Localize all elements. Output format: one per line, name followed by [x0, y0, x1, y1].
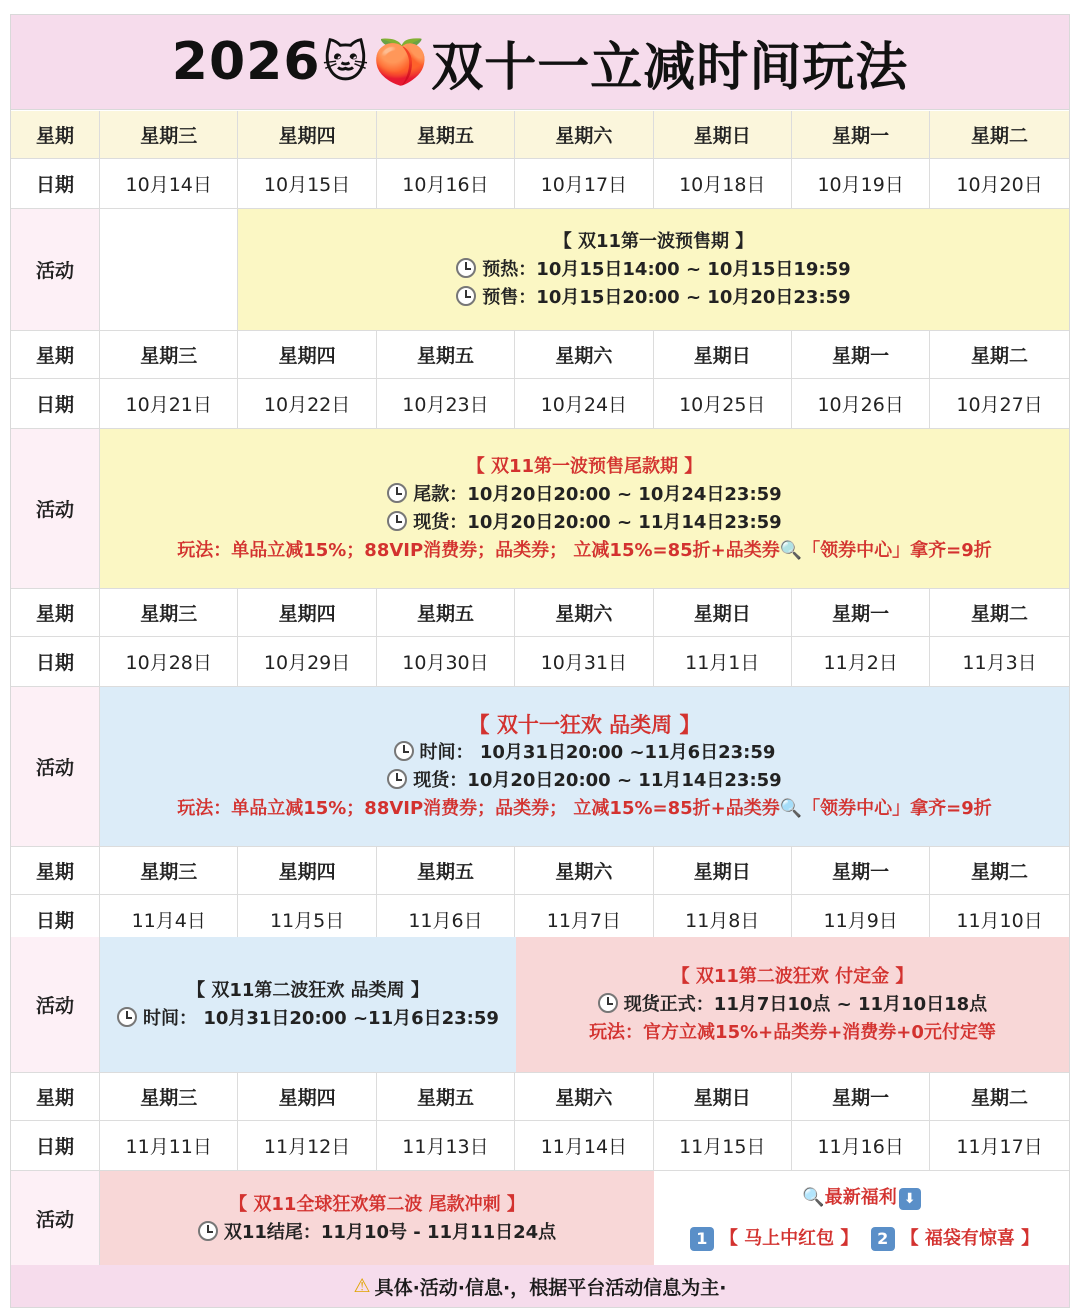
- magnifier-icon: 🔍: [802, 1186, 825, 1208]
- date-cell: 10月14日: [100, 159, 238, 208]
- date-row: [11, 1121, 1069, 1171]
- weekday-cell: 星期六: [515, 111, 653, 158]
- date-cell: 11月9日: [792, 895, 930, 944]
- row-label-week: 星期: [11, 1073, 100, 1120]
- row-label-week: 星期: [11, 111, 100, 158]
- weekday-cell: 星期二: [971, 125, 1029, 147]
- weekday-cell: 星期日: [654, 847, 792, 894]
- weekday-cell: 星期四: [238, 111, 376, 158]
- clock-icon: [387, 769, 407, 789]
- weekday-cell: 星期六: [515, 589, 653, 636]
- date-cell: 11月1日: [654, 637, 792, 686]
- title-text: 双十一立减时间玩法: [431, 37, 909, 98]
- date-cell: 10月21日: [100, 379, 238, 428]
- row-label-date: 日期: [11, 159, 100, 208]
- activity-rules: [177, 795, 992, 823]
- magnifier-icon: 🔍: [779, 539, 803, 561]
- date-cell: 10月27日: [956, 394, 1043, 416]
- rules-text: 玩法：单品立减15%；88VIP消费券；品类券； 立减15%=85折+品类券: [177, 797, 780, 819]
- title-year: 2026: [171, 32, 321, 92]
- clock-icon: [456, 258, 476, 278]
- weekday-cell: 星期六: [515, 1073, 653, 1120]
- activity-line: [394, 739, 776, 767]
- date-cell: 11月14日: [515, 1121, 653, 1170]
- cat-emoji: 🐱: [322, 36, 370, 88]
- date-cell: 10月15日: [238, 159, 376, 208]
- date-cell: 10月22日: [238, 379, 376, 428]
- activity-title: 【 双11第一波预售尾款期 】: [466, 455, 703, 477]
- activity-row: [11, 209, 1069, 331]
- weekday-cell: 星期日: [654, 111, 792, 158]
- date-cell: 10月31日: [515, 637, 653, 686]
- rules-text: 「领券中心」拿齐=9折: [802, 797, 992, 819]
- activity-line: [598, 991, 987, 1019]
- date-cell: 10月16日: [377, 159, 515, 208]
- weekday-cell: 星期一: [792, 331, 930, 378]
- benefits-links: [684, 1225, 1039, 1253]
- weekday-cell: 星期二: [971, 345, 1029, 367]
- activity-second-wave-deposit: [516, 937, 1069, 1072]
- benefits-title: [802, 1184, 920, 1212]
- activity-final-sprint: [100, 1171, 654, 1266]
- date-cell: 11月3日: [962, 652, 1037, 674]
- weekday-cell: 星期一: [792, 589, 930, 636]
- peach-emoji: 🍑: [373, 37, 430, 88]
- row-label-activity: 活动: [11, 687, 100, 846]
- date-row: [11, 379, 1069, 429]
- date-cell: 10月26日: [792, 379, 930, 428]
- row-label-activity: 活动: [11, 209, 100, 330]
- row-label-date: 日期: [11, 379, 100, 428]
- row-label-activity: 活动: [11, 429, 100, 588]
- weekday-cell: 星期四: [238, 331, 376, 378]
- keycap-2-icon: 2: [871, 1227, 895, 1251]
- weekday-row: [11, 1073, 1069, 1121]
- benefits-title-text: 最新福利: [824, 1186, 897, 1208]
- clock-icon: [198, 1221, 218, 1241]
- date-cell: 11月15日: [654, 1121, 792, 1170]
- rules-text: 「领券中心」拿齐=9折: [802, 539, 992, 561]
- activity-row: [11, 687, 1069, 847]
- clock-icon: [387, 511, 407, 531]
- weekday-cell: 星期三: [100, 589, 238, 636]
- weekday-cell: 星期四: [238, 589, 376, 636]
- weekday-cell: 星期日: [654, 331, 792, 378]
- page-title: [11, 15, 1069, 110]
- weekday-cell: 星期三: [100, 111, 238, 158]
- activity-line: [387, 509, 781, 537]
- date-cell: 10月24日: [515, 379, 653, 428]
- red-packet-link[interactable]: 【 马上中红包 】: [719, 1228, 859, 1250]
- row-label-week: 星期: [11, 331, 100, 378]
- activity-line-text: 现货：10月20日20:00 ~ 11月14日23:59: [413, 769, 782, 791]
- date-cell: 11月11日: [100, 1121, 238, 1170]
- activity-line: [198, 1219, 556, 1247]
- row-label-date: 日期: [11, 637, 100, 686]
- activity-rules: 玩法：官方立减15%+品类券+消费券+0元付定等: [589, 1021, 996, 1043]
- row-label-week: 星期: [11, 847, 100, 894]
- date-cell: 10月18日: [654, 159, 792, 208]
- weekday-cell: 星期一: [792, 111, 930, 158]
- date-cell: 11月6日: [377, 895, 515, 944]
- activity-line: [387, 481, 781, 509]
- weekday-cell: 星期三: [100, 847, 238, 894]
- activity-final-payment: [100, 429, 1069, 588]
- date-cell: 11月7日: [515, 895, 653, 944]
- weekday-cell: 星期三: [100, 331, 238, 378]
- date-cell: 11月17日: [956, 1136, 1043, 1158]
- date-cell: 10月17日: [515, 159, 653, 208]
- activity-line: [387, 767, 781, 795]
- activity-line-text: 预售：10月15日20:00 ~ 10月20日23:59: [482, 286, 851, 308]
- weekday-cell: 星期五: [377, 111, 515, 158]
- rules-text: 玩法：单品立减15%；88VIP消费券；品类券； 立减15%=85折+品类券: [177, 539, 780, 561]
- clock-icon: [598, 993, 618, 1013]
- weekday-cell: 星期五: [377, 331, 515, 378]
- activity-title: 【 双11第二波狂欢 付定金 】: [671, 965, 914, 987]
- activity-title: 【 双十一狂欢 品类周 】: [468, 712, 701, 737]
- row-label-week: 星期: [11, 589, 100, 636]
- date-row: [11, 159, 1069, 209]
- activity-category-week: [100, 687, 1069, 846]
- activity-line-text: 尾款：10月20日20:00 ~ 10月24日23:59: [413, 483, 782, 505]
- benefits-panel: [654, 1171, 1069, 1266]
- weekday-cell: 星期四: [238, 1073, 376, 1120]
- activity-line: [117, 1005, 499, 1033]
- keycap-1-icon: 1: [690, 1227, 714, 1251]
- date-row: [11, 637, 1069, 687]
- weekday-cell: 星期二: [971, 1087, 1029, 1109]
- activity-row: [11, 937, 1069, 1073]
- activity-presale: [238, 209, 1069, 330]
- empty-activity-cell: [100, 209, 238, 330]
- row-label-activity: 活动: [11, 1171, 100, 1266]
- weekday-cell: 星期五: [377, 1073, 515, 1120]
- weekday-row: [11, 331, 1069, 379]
- weekday-cell: 星期一: [792, 847, 930, 894]
- date-cell: 11月13日: [377, 1121, 515, 1170]
- clock-icon: [394, 741, 414, 761]
- date-cell: 11月5日: [238, 895, 376, 944]
- activity-line-text: 时间： 10月31日20:00 ~11月6日23:59: [419, 741, 776, 763]
- activity-line-text: 现货：10月20日20:00 ~ 11月14日23:59: [413, 511, 782, 533]
- activity-title: 【 双11第一波预售期 】: [553, 230, 754, 252]
- warning-icon: ⚠: [353, 1275, 371, 1297]
- magnifier-icon: 🔍: [779, 797, 803, 819]
- activity-line: [456, 284, 850, 312]
- clock-icon: [456, 286, 476, 306]
- lucky-bag-link[interactable]: 【 福袋有惊喜 】: [900, 1228, 1040, 1250]
- date-cell: 11月8日: [654, 895, 792, 944]
- date-cell: 10月23日: [377, 379, 515, 428]
- activity-title: 【 双11第二波狂欢 品类周 】: [187, 979, 429, 1001]
- footer-note: [11, 1265, 1069, 1307]
- date-cell: 11月12日: [238, 1121, 376, 1170]
- weekday-row: [11, 589, 1069, 637]
- weekday-cell: 星期二: [971, 861, 1029, 883]
- calendar-sheet: [10, 14, 1070, 1308]
- weekday-cell: 星期日: [654, 1073, 792, 1120]
- activity-second-wave-category: [100, 937, 516, 1072]
- activity-row: [11, 1171, 1069, 1267]
- clock-icon: [117, 1007, 137, 1027]
- weekday-row: [11, 847, 1069, 895]
- activity-line-text: 时间： 10月31日20:00 ~11月6日23:59: [143, 1007, 499, 1029]
- activity-row: [11, 429, 1069, 589]
- row-label-date: 日期: [11, 895, 100, 944]
- date-cell: 10月29日: [238, 637, 376, 686]
- activity-line: [456, 256, 850, 284]
- weekday-cell: 星期六: [515, 331, 653, 378]
- date-cell: 11月10日: [956, 910, 1043, 932]
- weekday-cell: 星期二: [971, 603, 1029, 625]
- date-cell: 10月30日: [377, 637, 515, 686]
- clock-icon: [387, 483, 407, 503]
- weekday-cell: 星期三: [100, 1073, 238, 1120]
- activity-line-text: 预热：10月15日14:00 ~ 10月15日19:59: [482, 258, 851, 280]
- weekday-cell: 星期日: [654, 589, 792, 636]
- activity-rules: [177, 537, 992, 565]
- weekday-cell: 星期一: [792, 1073, 930, 1120]
- row-label-activity: 活动: [11, 937, 100, 1072]
- footer-text: 具体·活动·信息·，根据平台活动信息为主·: [374, 1276, 727, 1299]
- activity-line-text: 现货正式：11月7日10点 ~ 11月10日18点: [623, 993, 988, 1015]
- row-label-date: 日期: [11, 1121, 100, 1170]
- weekday-cell: 星期五: [377, 847, 515, 894]
- date-cell: 10月25日: [654, 379, 792, 428]
- weekday-cell: 星期五: [377, 589, 515, 636]
- activity-line-text: 双11结尾：11月10号 - 11月11日24点: [223, 1221, 557, 1243]
- date-cell: 10月19日: [792, 159, 930, 208]
- weekday-cell: 星期四: [238, 847, 376, 894]
- weekday-cell: 星期六: [515, 847, 653, 894]
- date-cell: 11月2日: [792, 637, 930, 686]
- date-cell: 10月20日: [956, 174, 1043, 196]
- date-cell: 11月16日: [792, 1121, 930, 1170]
- date-cell: 10月28日: [100, 637, 238, 686]
- date-cell: 11月4日: [100, 895, 238, 944]
- activity-title: 【 双11全球狂欢第二波 尾款冲刺 】: [229, 1193, 525, 1215]
- weekday-row: [11, 111, 1069, 159]
- arrow-down-icon: ⬇: [899, 1188, 921, 1210]
